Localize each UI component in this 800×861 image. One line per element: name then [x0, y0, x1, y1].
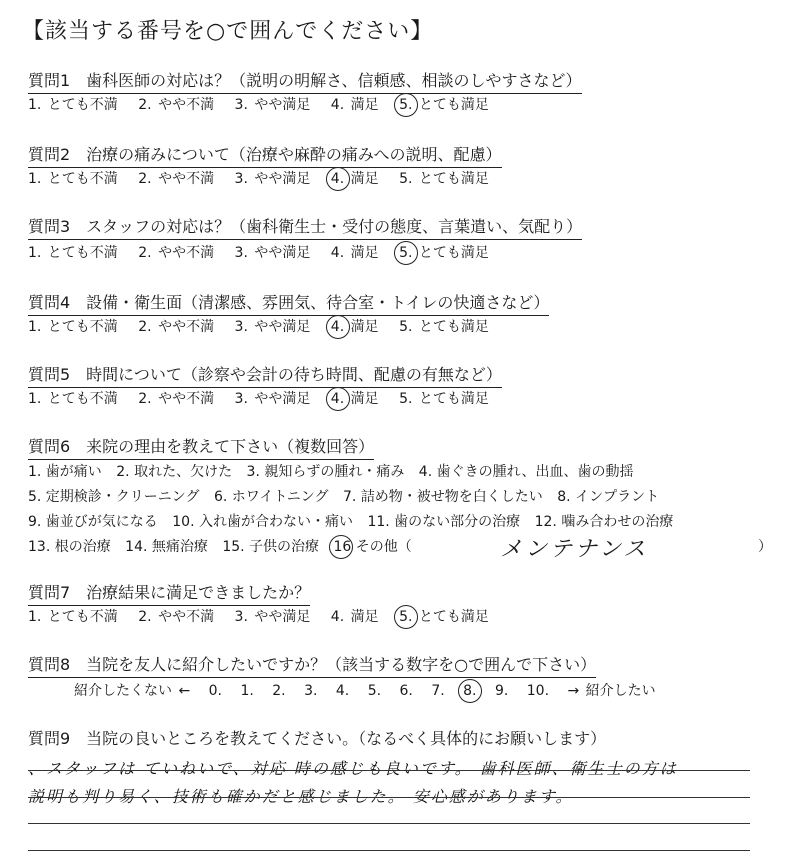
q4-option-4-selected[interactable] [331, 316, 379, 336]
q6-options-row-4 [28, 536, 422, 556]
q6-options-row-1 [28, 461, 643, 481]
question-5-title: 質問5 時間について（診察や会計の待ち時間、配慮の有無など） [28, 362, 502, 388]
question-9-title: 質問9 当院の良いところを教えてください。（なるべく具体的にお願いします） [28, 729, 607, 748]
q6-option-14[interactable]: 14. 無痛治療 [125, 539, 208, 555]
q3-option-4[interactable]: 4. 満足 [330, 245, 379, 261]
q5-option-4-selected[interactable] [331, 388, 379, 408]
q3-option-5-num: 5. [399, 245, 413, 261]
q4-option-5[interactable]: 5. とても満足 [399, 319, 489, 335]
question-8 [28, 652, 596, 678]
q7-option-2[interactable]: 2. やや不満 [138, 609, 215, 625]
q5-option-1[interactable]: 1. とても不満 [28, 391, 118, 407]
q9-answer-line-1[interactable]: 、スタッフは ていねいで、対応 時の感じも良いです。 歯科医師、衛生士の方は [28, 759, 678, 778]
question-9 [28, 726, 606, 749]
q8-option-8-num: 8. [463, 683, 477, 699]
q5-option-5[interactable]: 5. とても満足 [399, 391, 489, 407]
q2-option-2[interactable]: 2. やや不満 [138, 171, 215, 187]
q3-option-2[interactable]: 2. やや不満 [138, 245, 215, 261]
q5-option-4-label: 満足 [350, 391, 379, 407]
question-6 [28, 434, 374, 460]
question-1 [28, 68, 582, 94]
question-3-options [28, 242, 503, 262]
q4-option-3[interactable]: 3. やや満足 [234, 319, 311, 335]
q6-options-row-3 [28, 511, 683, 531]
q6-option-15[interactable]: 15. 子供の治療 [222, 539, 320, 555]
q6-option-2[interactable]: 2. 取れた、欠けた [116, 464, 233, 480]
q8-scale [74, 680, 668, 700]
q8-option-7[interactable]: 7. [431, 683, 445, 699]
question-5 [28, 362, 502, 388]
q2-option-4-label: 満足 [350, 171, 379, 187]
q1-option-2[interactable]: 2. やや不満 [138, 97, 215, 113]
q7-option-5-label: とても満足 [418, 609, 489, 625]
question-4 [28, 290, 549, 316]
question-7-title: 質問7 治療結果に満足できましたか？ [28, 580, 310, 606]
question-4-options [28, 316, 503, 336]
q7-option-5-num: 5. [399, 609, 413, 625]
q2-option-1[interactable]: 1. とても不満 [28, 171, 118, 187]
q6-options-row-2 [28, 486, 669, 506]
q8-option-1[interactable]: 1. [240, 683, 254, 699]
q8-option-4[interactable]: 4. [335, 683, 350, 699]
q1-option-5-num: 5. [399, 97, 413, 113]
q2-option-3[interactable]: 3. やや満足 [234, 171, 311, 187]
page-title: 【該当する番号を○で囲んでください】 [22, 19, 434, 44]
q7-option-3[interactable]: 3. やや満足 [234, 609, 311, 625]
answer-rule-4 [28, 850, 750, 851]
question-3 [28, 214, 582, 240]
q2-option-5[interactable]: 5. とても満足 [399, 171, 489, 187]
q4-option-4-num: 4. [330, 319, 345, 335]
q6-option-3[interactable]: 3. 親知らずの腫れ・痛み [246, 464, 405, 480]
q4-option-4-label: 満足 [350, 319, 379, 335]
q7-option-4[interactable]: 4. 満足 [330, 609, 379, 625]
q8-left-label: 紹介したくない ← [74, 683, 191, 699]
q3-option-3[interactable]: 3. やや満足 [234, 245, 311, 261]
q6-option-11[interactable]: 11. 歯のない部分の治療 [367, 514, 521, 530]
q1-option-4[interactable]: 4. 満足 [330, 97, 379, 113]
question-7 [28, 580, 310, 606]
question-7-options [28, 606, 503, 626]
q6-option-8[interactable]: 8. インプラント [557, 489, 660, 505]
q6-option-5[interactable]: 5. 定期検診・クリーニング [28, 489, 200, 505]
q6-option-4[interactable]: 4. 歯ぐきの腫れ、出血、歯の動揺 [418, 464, 634, 480]
q8-option-9[interactable]: 9. [494, 683, 509, 699]
q6-option-12[interactable]: 12. 噛み合わせの治療 [534, 514, 674, 530]
q3-option-5-label: とても満足 [418, 245, 489, 261]
question-2 [28, 142, 502, 168]
answer-rule-3 [28, 823, 750, 824]
q7-option-1[interactable]: 1. とても不満 [28, 609, 118, 625]
q6-other-close-paren: ） [758, 539, 772, 555]
q4-option-2[interactable]: 2. やや不満 [138, 319, 215, 335]
q6-option-1[interactable]: 1. 歯が痛い [28, 464, 102, 480]
q6-option-9[interactable]: 9. 歯並びが気になる [28, 514, 158, 530]
answer-rule-1 [28, 770, 750, 771]
q8-option-0[interactable]: 0. [208, 683, 222, 699]
q8-option-5[interactable]: 5. [367, 683, 382, 699]
q1-option-3[interactable]: 3. やや満足 [234, 97, 311, 113]
q8-option-10[interactable]: 10. [526, 683, 550, 699]
q1-option-1[interactable]: 1. とても不満 [28, 97, 118, 113]
q6-option-16-selected[interactable] [334, 536, 412, 556]
q6-option-10[interactable]: 10. 入れ歯が合わない・痛い [172, 514, 353, 530]
q2-option-4-num: 4. [330, 171, 345, 187]
question-4-title: 質問4 設備・衛生面（清潔感、雰囲気、待合室・トイレの快適さなど） [28, 290, 549, 316]
q6-option-13[interactable]: 13. 根の治療 [28, 539, 111, 555]
question-2-options [28, 168, 503, 188]
q7-option-5-selected[interactable] [399, 606, 489, 626]
q4-option-1[interactable]: 1. とても不満 [28, 319, 118, 335]
question-5-options [28, 388, 503, 408]
q6-option-7[interactable]: 7. 詰め物・被せ物を白くしたい [343, 489, 543, 505]
q5-option-2[interactable]: 2. やや不満 [138, 391, 215, 407]
q5-option-4-num: 4. [330, 391, 345, 407]
q6-option-16-num: 16 [333, 539, 352, 555]
question-6-title: 質問6 来院の理由を教えて下さい（複数回答） [28, 434, 374, 460]
q9-answer-line-2[interactable]: 説明も判り易く、技術も確かだと感じました。 安心感があります。 [28, 787, 574, 806]
question-1-options [28, 94, 503, 114]
q8-option-2[interactable]: 2. [272, 683, 286, 699]
q8-option-6[interactable]: 6. [399, 683, 413, 699]
q8-option-8-selected[interactable] [463, 683, 476, 699]
question-3-title: 質問3 スタッフの対応は？（歯科衛生士・受付の態度、言葉遣い、気配り） [28, 214, 582, 240]
question-8-title: 質問8 当院を友人に紹介したいですか？（該当する数字を○で囲んで下さい） [28, 652, 596, 678]
q8-right-label: → 紹介したい [567, 683, 656, 699]
q2-option-4-selected[interactable] [331, 168, 379, 188]
question-2-title: 質問2 治療の痛みについて（治療や麻酔の痛みへの説明、配慮） [28, 142, 502, 168]
question-1-title: 質問1 歯科医師の対応は？（説明の明解さ、信頼感、相談のしやすさなど） [28, 68, 582, 94]
q3-option-5-selected[interactable] [399, 242, 489, 262]
q5-option-3[interactable]: 3. やや満足 [234, 391, 311, 407]
q6-option-16-label: その他（ [355, 539, 412, 555]
q6-other-answer[interactable]: メンテナンス [500, 537, 649, 562]
q6-option-6[interactable]: 6. ホワイトニング [213, 489, 329, 505]
q8-option-3[interactable]: 3. [304, 683, 318, 699]
q1-option-5-selected[interactable] [399, 94, 489, 114]
answer-rule-2 [28, 797, 750, 798]
q1-option-5-label: とても満足 [418, 97, 489, 113]
q3-option-1[interactable]: 1. とても不満 [28, 245, 118, 261]
